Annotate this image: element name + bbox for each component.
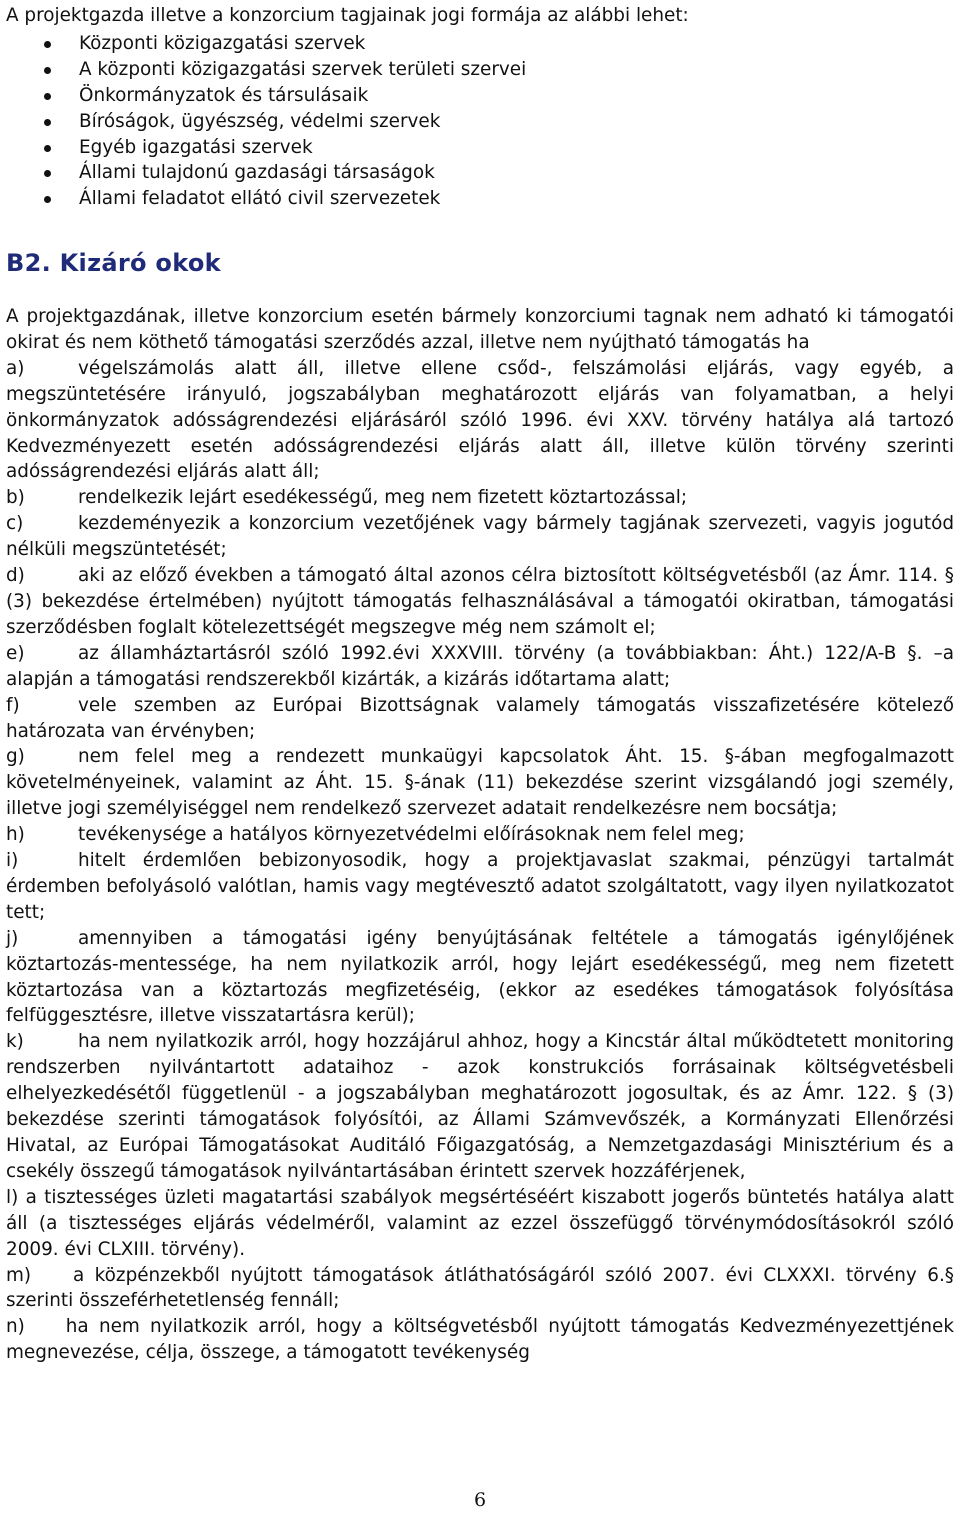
- bullet-icon: [44, 196, 51, 203]
- intro-text: A projektgazda illetve a konzorcium tagjainak jogi formája az alábbi lehet:: [6, 5, 689, 26]
- exclusion-item-n: [0, 1314, 960, 1366]
- list-item: Állami feladatot ellátó civil szervezetek: [0, 186, 950, 212]
- item-text: a tisztességes üzleti magatartási szabályok megsértéséért kiszabott jogerős büntetés hatálya alatt áll (a tisztességes eljárás védelméről, valamint az ezzel összefüggő törvénymódosításokról szóló 2009. évi CLXIII. törvény).: [6, 1186, 954, 1260]
- exclusion-item-m: [0, 1263, 960, 1315]
- item-label: m): [6, 1264, 32, 1286]
- item-label: b): [6, 487, 25, 509]
- exclusion-item-i: [0, 848, 960, 926]
- item-label: i): [6, 850, 19, 872]
- bullet-icon: [44, 67, 51, 74]
- bullet-icon: [44, 145, 51, 152]
- item-label: a): [6, 357, 25, 379]
- item-label: n): [6, 1316, 25, 1338]
- exclusion-item-h: [0, 822, 960, 848]
- bullet-icon: [44, 93, 51, 100]
- exclusion-section: [0, 304, 960, 1366]
- item-label: k): [6, 1031, 24, 1053]
- list-item: A központi közigazgatási szervek területi szervei: [0, 57, 950, 83]
- item-text: nem felel meg a rendezett munkaügyi kapcsolatok Áht. 15. §-ában megfogalmazott követelményeinek, valamint az Áht. 15. §-ának (11) bekezdése szerint vizsgálandó jogi személy, illetve jogi személyiséggel nem rendelkező szervezet adatait rendelkezésre nem bocsátja;: [6, 746, 954, 820]
- item-text: vele szemben az Európai Bizottságnak valamely támogatás visszafizetésére kötelező határozata van érvényben;: [6, 694, 954, 742]
- exclusion-item-d: [0, 563, 960, 641]
- bullet-icon: [44, 170, 51, 177]
- exclusion-item-f: [0, 693, 960, 745]
- item-label: h): [6, 824, 25, 846]
- exclusion-item-g: [0, 744, 960, 822]
- item-label: d): [6, 565, 25, 587]
- item-label: g): [6, 746, 25, 768]
- item-label: e): [6, 642, 25, 664]
- item-text: ha nem nyilatkozik arról, hogy hozzájárul ahhoz, hogy a Kincstár által működtetett monitoring rendszerben nyilvántartott adataihoz - azok konstrukciós forrásainak költségvetésbeli elhelyezkedésétől függetlenül - a jogszabályban meghatározott jogosultak, és az Ámr. 122. § (3) bekezdése szerinti támogatások folyósítói, az Állami Számvevőszék, a Kormányzati Ellenőrzési Hivatal, az Európai Támogatásokat Auditáló Főigazgatóság, a Nemzetgazdasági Minisztérium és a csekély összegű támogatások nyilvántartásában érintett szervek hozzáférjenek,: [6, 1031, 954, 1182]
- item-text: rendelkezik lejárt esedékességű, meg nem fizetett köztartozással;: [78, 487, 688, 509]
- list-item: Bíróságok, ügyészség, védelmi szervek: [0, 109, 950, 135]
- list-item: Állami tulajdonú gazdasági társaságok: [0, 160, 950, 186]
- item-text: kezdeményezik a konzorcium vezetőjének vagy bármely tagjának szervezeti, vagyis jogutód nélküli megszüntetését;: [6, 513, 954, 561]
- section-heading: B2. Kizáró okok: [6, 249, 221, 277]
- item-text: az államháztartásról szóló 1992.évi XXXVIII. törvény (a továbbiakban: Áht.) 122/A-B §. –a alapján a támogatási rendszerekből kizárták, a kizárás időtartama alatt;: [6, 642, 954, 690]
- item-label: c): [6, 513, 24, 535]
- list-item: Önkormányzatok és társulásaik: [0, 83, 950, 109]
- item-text: tevékenysége a hatályos környezetvédelmi előírásoknak nem felel meg;: [78, 824, 745, 846]
- bullet-icon: [44, 119, 51, 126]
- list-item: Egyéb igazgatási szervek: [0, 135, 950, 161]
- item-label: f): [6, 694, 20, 716]
- item-text: aki az előző években a támogató által azonos célra biztosított költségvetésből (az Ámr. 114. § (3) bekezdése értelmében) nyújtott támogatás felhasználásával a támogatói okiratban, támogatási szerződésben foglalt kötelezettségét megszegve még nem számolt el;: [6, 565, 954, 638]
- item-text: ha nem nyilatkozik arról, hogy a költségvetésből nyújtott támogatás Kedvezményezettjének megnevezése, célja, összege, a támogatott tevékenység: [6, 1316, 954, 1364]
- item-text: hitelt érdemlően bebizonyosodik, hogy a projektjavaslat szakmai, pénzügyi tartalmát érdemben befolyásoló valótlan, hamis vagy megtévesztő adatot szolgáltatott, vagy ilyen nyilatkozatot tett;: [6, 850, 954, 923]
- item-text: a közpénzekből nyújtott támogatások átláthatóságáról szóló 2007. évi CLXXXI. törvény 6.§ szerinti összeférhetetlenség fennáll;: [6, 1264, 954, 1312]
- list-item: Központi közigazgatási szervek: [0, 31, 950, 57]
- legal-form-list: [0, 31, 950, 212]
- exclusion-item-c: [0, 511, 960, 563]
- page-number: 6: [473, 1489, 487, 1511]
- item-text: amennyiben a támogatási igény benyújtásának feltétele a támogatás igénylőjének köztartozás-mentessége, ha nem nyilatkozik arról, hogy lejárt esedékességű, meg nem fizetett köztartozása van a köztartozás megfizetéséig, (ekkor az esedékes támogatások folyósítása felfüggesztésre, illetve visszatartásra kerül);: [6, 927, 954, 1027]
- bullet-icon: [44, 41, 51, 48]
- exclusion-item-a: [0, 356, 960, 486]
- exclusion-item-b: [0, 485, 960, 511]
- item-label: j): [6, 927, 19, 949]
- item-text: végelszámolás alatt áll, illetve ellene csőd-, felszámolási eljárás, vagy egyéb, a megszüntetésére irányuló, jogszabályban meghatározott eljárás van folyamatban, a helyi önkormányzatok adósságrendezési eljárásáról szóló 1996. évi XXV. törvény hatálya alá tartozó Kedvezményezett esetén adósságrendezési eljárás alatt áll, illetve külön törvény szerinti adósságrendezési eljárás alatt áll;: [6, 357, 954, 483]
- exclusion-item-l: [0, 1185, 960, 1263]
- exclusion-item-j: [0, 926, 960, 1030]
- item-label: l): [6, 1186, 19, 1208]
- exclusion-item-e: [0, 641, 960, 693]
- lead-paragraph: A projektgazdának, illetve konzorcium esetén bármely konzorciumi tagnak nem adható ki támogatói okirat és nem köthető támogatási szerződés azzal, illetve nem nyújtható támogatás ha: [6, 306, 954, 353]
- exclusion-item-k: [0, 1029, 960, 1184]
